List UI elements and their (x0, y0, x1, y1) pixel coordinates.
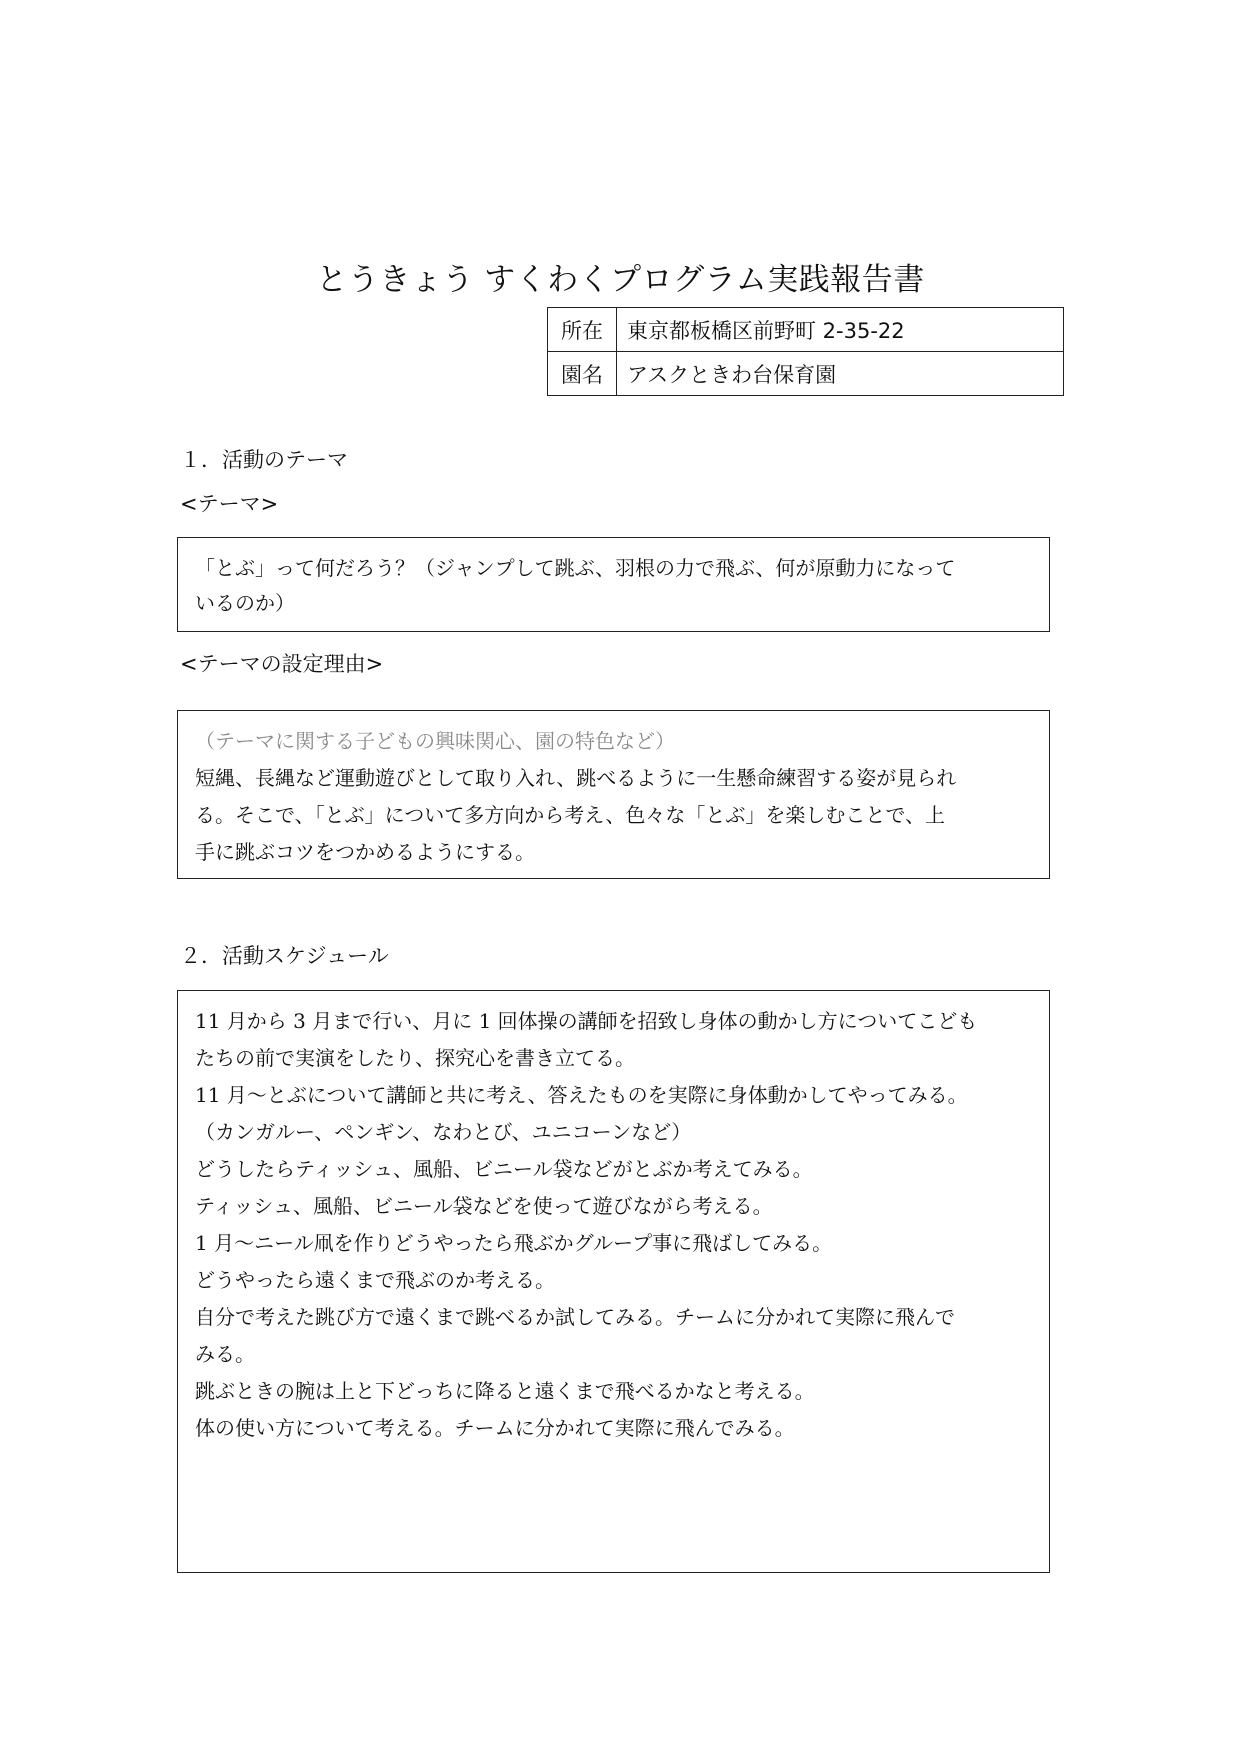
schedule-line: 跳ぶときの腕は上と下どっちに降ると遠くまで飛べるかなと考える。 (195, 1379, 815, 1403)
location-value: 東京都板橋区前野町 2-35-22 (617, 308, 1064, 352)
schedule-line: どうやったら遠くまで飛ぶのか考える。 (195, 1268, 555, 1292)
schedule-line: どうしたらティッシュ、風船、ビニール袋などがとぶか考えてみる。 (195, 1157, 813, 1181)
section2-heading: ２．活動スケジュール (180, 944, 389, 968)
reason-label: <テーマの設定理由> (180, 652, 384, 676)
theme-box (177, 537, 1050, 632)
schedule-box (177, 990, 1050, 1573)
name-label: 園名 (548, 352, 617, 396)
section1-heading: １．活動のテーマ (180, 448, 348, 472)
location-label: 所在 (548, 308, 617, 352)
schedule-line: 11 月～とぶについて講師と共に考え、答えたものを実際に身体動かしてやってみる。 (195, 1083, 968, 1107)
schedule-line: 体の使い方について考える。チームに分かれて実際に飛んでみる。 (195, 1416, 795, 1440)
theme-line: 「とぶ」って何だろう？（ジャンプして跳ぶ、羽根の力で飛ぶ、何が原動力になって (195, 556, 956, 580)
reason-hint: （テーマに関する子どもの興味関心、園の特色など） (195, 729, 675, 753)
reason-line: る。そこで、「とぶ」について多方向から考え、色々な「とぶ」を楽しむことで、上 (195, 803, 945, 827)
page-title: とうきょう すくわくプログラム実践報告書 (316, 262, 925, 298)
schedule-line: みる。 (195, 1342, 255, 1366)
name-value: アスクときわ台保育園 (617, 352, 1064, 396)
schedule-line: 11 月から 3 月まで行い、月に 1 回体操の講師を招致し身体の動かし方についてこども (195, 1009, 978, 1033)
schedule-line: （カンガルー、ペンギン、なわとび、ユニコーンなど） (195, 1120, 692, 1144)
theme-line: いるのか） (195, 591, 295, 615)
schedule-line: たちの前で実演をしたり、探究心を書き立てる。 (195, 1046, 635, 1070)
reason-line: 短縄、長縄など運動遊びとして取り入れ、跳べるように一生懸命練習する姿が見られ (195, 766, 957, 790)
reason-line: 手に跳ぶコツをつかめるようにする。 (195, 840, 535, 864)
schedule-line: 1 月～ニール凧を作りどうやったら飛ぶかグループ事に飛ばしてみる。 (195, 1231, 833, 1255)
schedule-line: ティッシュ、風船、ビニール袋などを使って遊びながら考える。 (195, 1194, 773, 1218)
info-row-name (548, 352, 1064, 396)
reason-box (177, 710, 1050, 879)
schedule-line: 自分で考えた跳び方で遠くまで跳べるか試してみる。チームに分かれて実際に飛んで (195, 1305, 955, 1329)
info-table (547, 307, 1064, 396)
theme-label: <テーマ> (180, 492, 279, 516)
info-row-location (548, 308, 1064, 352)
